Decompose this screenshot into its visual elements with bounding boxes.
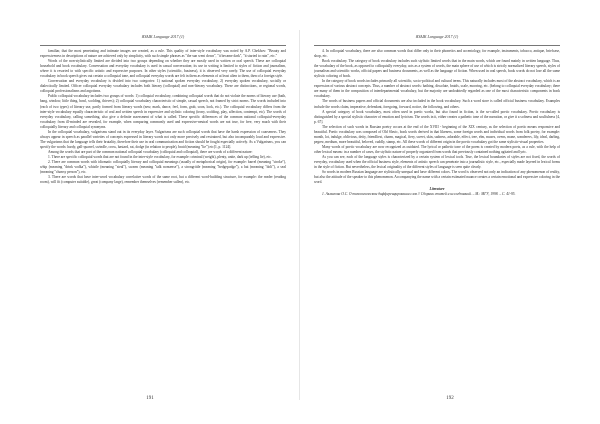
left-page-body: [40, 49, 286, 379]
paragraph: The words of business papers and official documents are also included in the book vocabulary. Such a word store is called official business vocabulary. Examples include the words claim, imperative, defendant, foregoing, forward, notice, the following, and others.: [314, 99, 560, 109]
references-heading: Literature: [429, 187, 445, 192]
right-running-header: ЯЗЫК Language 2017 (1): [314, 32, 560, 46]
paragraph: As you can see, each of the language styles is characterized by a certain system of lexical tools. True, the lexical boundaries of styles are not fixed, the words of everyday, vocabulary used when the official business style, elements of artistic speech can penetrate into a journalistic style, etc., especially made layered in lexical forms in the style of fiction. But nevertheless, the lexical originality of the different styles of language is seen quite clearly.: [314, 154, 560, 170]
paragraph: Conversation and everyday vocabulary is divided into two categories: 1) national spoken everyday vocabulary, 2) everyday spoken vocabulary, socially or dialectically limited. Officer colloquial everyday vocabulary includes both literary (colloquial) and non-literary vocabulary. These are distinctions, or regional words, colloquial professionalisms and argotisms.: [40, 79, 286, 94]
right-page: [300, 0, 600, 424]
left-running-header: ЯЗЫК Language 2017 (1): [40, 32, 286, 46]
paragraph: Book vocabulary. The category of book vocabulary includes such stylistic limited words that in the main words, which are found mainly in written language. Thus, the vocabulary of the book, as opposed to colloquially everyday, acts as a system of words, the main sphere of use of which is strictly normalized literary speech, styles of journalism and scientific works, official papers and business documents, as well as the language of fiction. When used in oral speech, book words do not lose all the same stylistic coloring of book.: [314, 59, 560, 79]
right-page-number: 192: [446, 396, 454, 401]
paragraph: Among the words that are part of the common national colloquial vocabulary (colloquial and colloquial), there are words of a different nature:: [48, 149, 253, 154]
paragraph: Public colloquial vocabulary includes two groups of words: 1) colloquial vocabulary, combining colloquial words that do not violate the norms of literary use (bath, bang, window, little thing, bawl, scolding, thieves); 2) colloquial vocabulary characteristic of simple, casual speech, not framed by strict norms. The words included into (each of two types) of literary use, partly formed from literary words (new, mark, dance, feel, form, grab, soon, look, etc.). The colloquial vocabulary differs from the inter-style vocabulary equally characteristic of oral and written speech in expressive and stylistic coloring (irony, scolding, play, affection, contempt, etc). The words of everyday vocabulary, calling something, also give a definite assessment of what is called. These specific differences of the common national colloquial-everyday vocabulary from ill-minded are revealed, for example, when comparing commonly used and expressive-neutral words are not true, for free, very much with their colloquially literary and colloquial synonyms.: [40, 94, 286, 129]
paragraph: Many words of poetic vocabulary are now recognized as outdated. The lyrical or pathetic tone of the poem is created by modern poets, as a rule, with the help of other lexical means: in a number of cases, the stylistic nature of properly organized from words that previously contained nothing agitated and lyric.: [314, 144, 560, 154]
paragraph: 1. There are specific colloquial words that are not found in the inter-style vocabulary, for example: criminal (weight), plenty, unite, dark up (telling lie), etc.: [48, 154, 272, 159]
left-page-number: 191: [146, 396, 154, 401]
paragraph: In the colloquial vocabulary, vulgarisms stand out in its everyday layer. Vulgarisms are such colloquial words that have the harsh expression of coarseness. They always appear in speech as parallel varieties of concepts expressed in literary words not only more precisely and restrained, but also incomparably loud and expressive. The vulgarisms that the language tells their brutality, therefore their use in oral communication and fiction should be fought especially actively. As a Vulgarisms, you can specify the words: hardy, gall-quarrel, swindle, cross, bastard, rat, dodge (in relation to people), braid (meaning "lie") etc[1, p. 1124].: [40, 129, 286, 149]
paragraph: So words in modern Russian language are stylistically unequal and have different colors. The word is observed not only an indication of any phenomenon of reality, but also the attitude of the speaker to this phenomenon. Accompanying the name with a certain estimated nuance creates a certain emotional and expressive coloring in the word.: [314, 170, 560, 185]
paragraph: In the category of book words includes primarily all scientific, socio-political and cultural terms. This naturally includes most of the abstract vocabulary, which is an expression of various abstract concepts. Thus, a number of abstract words: bathing, dissolute, braids, scale, mooring, etc. (belong to colloquial everyday vocabulary; there are many of them in the composition of interdepartmental vocabulary, but the majority are undoubtedly regarded as one of the most characteristic components in book vocabulary.: [314, 79, 560, 99]
reference-item: 1. Акмалова О.С. О типологическом дифференцировании слов // Сборник статей и исследований. – М.: МГУ, 1998. – С. 41-95.: [322, 192, 516, 197]
right-page-body: [314, 49, 560, 379]
paragraph: A special category of book vocabulary, most often used in poetic works, but also found in fiction, is the so-called poetic vocabulary. Poetic vocabulary is distinguished by a special stylistic character of emotion and lyricism. The words in it, either creates a pathetic tone of the narration, or give it a softness and soulfulness [4, p. 67].: [314, 109, 560, 124]
paragraph: 2. There are common words with idiomatic colloquially literary and colloquial meanings (usually of metaphorical origin), for example: barrel (meaning "stroke"), whip (meaning "drink vodka"), whistle (meaning "steal"), swarm (meaning "talk nonsense"), a strongrittle (meaning "hedgepodge"), a hat (meaning "dolt"), a seal (meaning "clumsy person"), etc.: [40, 160, 286, 175]
paragraph: 3. There are words that have inter-word vocabulary correlative words of the same root, but a different word-building structure, for example: the reader (reading room), will fit (computer suitable), great (company large), remember themselves (remember sullen), etc.: [40, 175, 286, 185]
paragraph: familiar, that the most penetrating and intimate images are created, as a rule. This quality of inter-style vocabulary was noted by A.P. Chekhov: "Beauty and expressiveness in descriptions of nature are achieved only by simplicity, with such simple phrases as "the sun went down", "it became dark", "it started to rain", etc.": [40, 49, 286, 59]
paragraph: The selection of such words in Russian poetry occurs at the end of the XVIII - beginning of the XIX century, as the selection of poetic means responsive and beautiful. Poetic vocabulary was composed of Old Slavic, book words derived in that likeness, some foreign words and individual words from folk poetry, for example: month, lot, indulge, oblivious, deity, friendliest, charm, magical, fiery, sweet, skin, sadness, adorable, effect, tree, elm, muses, ovens, mane, wanderers, lily, ideal, darling, pegrez, medium, more beautiful, beloved, cuddly, stamp, etc. All these words of different origin in the poetic vocabulary got the same stylistic-visual properties.: [314, 124, 560, 144]
paragraph: Words of the non-stylistically limited are divided into two groups depending on whether they are mostly used in written or oral speech. These are colloquial household and book vocabulary. Conversation and everyday vocabulary is used in casual conversation; its use in writing is limited to styles of fiction and journalism, where it is resorted to with specific artistic and expressive purposes. In other styles (scientific, business), it is observed very rarely. The use of colloquial everyday vocabulary in book speech gives out certain a colloquial tone, and colloquial everyday words are felt in them as elements of at least alien to them, then of a foreign style.: [40, 59, 286, 79]
paragraph: 4. In colloquial vocabulary, there are also common words that differ only in their phonetics and accentology, for example, instruments, tobacco, antique, briefcase, shop, etc.: [314, 49, 560, 59]
